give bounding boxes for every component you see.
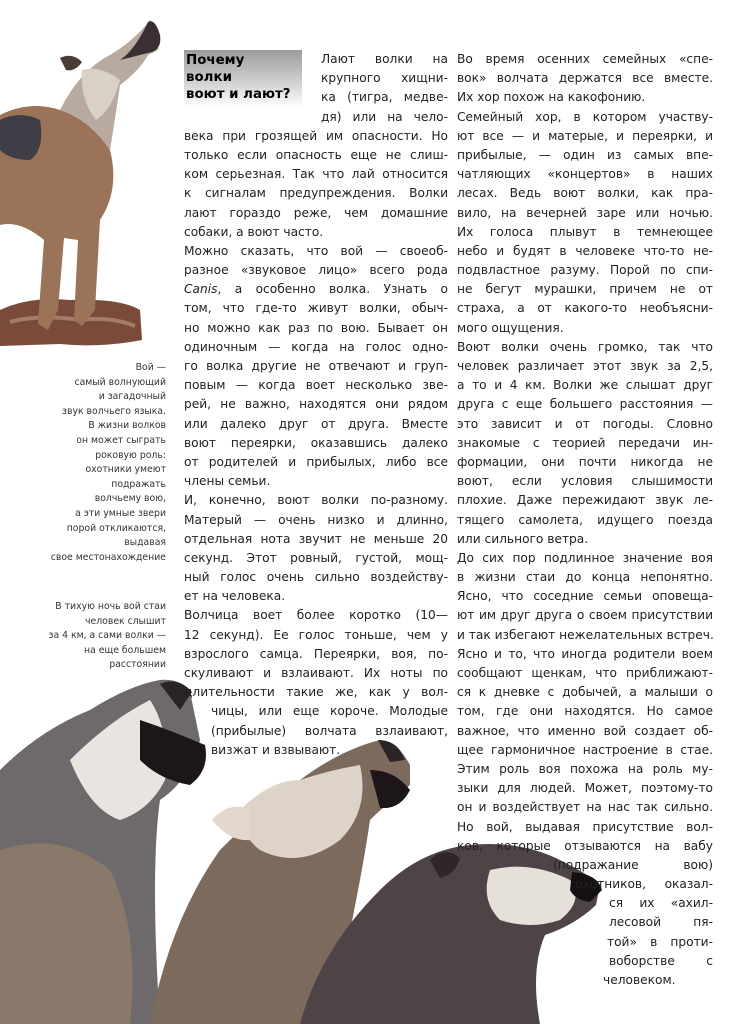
text-line: Их голоса плывут в темнеющее xyxy=(457,224,713,239)
text-line: ка (тигра, медве- xyxy=(321,90,448,105)
howling-wolf-photo xyxy=(0,10,170,350)
text-line: крупного хищни- xyxy=(321,71,448,86)
caption-line: В тихую ночь вой стаи xyxy=(55,601,166,612)
text-line: подвластное разуму. Порой по спи- xyxy=(457,263,713,278)
text-line: рей, не важно, находятся они рядом xyxy=(184,397,448,412)
text-line: Семейный хор, в котором участву- xyxy=(457,109,713,124)
text-line: к сигналам предупреждения. Волки xyxy=(184,186,448,201)
text-line: разное «звуковое лицо» всего рода xyxy=(184,263,448,278)
text-line: отдельная нота звучит не меньше 20 xyxy=(184,531,448,546)
text-line: одиночным — когда на голос одно- xyxy=(184,339,448,354)
article-column-2 xyxy=(457,50,713,990)
text-line: или сильного ветра. xyxy=(457,531,589,546)
text-line: Их хор похож на какофонию. xyxy=(457,90,646,105)
text-line: Воют волки очень громко, так что xyxy=(457,339,713,354)
text-line: длительности такие же, как у вол- xyxy=(184,685,448,700)
text-line: плохие. Даже пережидают звук ле- xyxy=(457,493,713,508)
text-line: секунд. Этот ровный, густой, мощ- xyxy=(184,550,448,565)
text-line: ков, которые отзываются на вабу xyxy=(457,838,713,853)
caption-line: звук волчьего языка. xyxy=(62,405,166,417)
text-line: ют все — и матерые, и переярки, и xyxy=(457,128,713,143)
text-line xyxy=(184,280,448,299)
text-line: Можно сказать, что вой — своеоб- xyxy=(184,243,448,258)
text-line: (подражание вою) xyxy=(553,857,713,872)
text-line: это зависит и от погоды. Словно xyxy=(457,416,713,431)
article-column-1 xyxy=(184,50,448,760)
text-line: прибылые, — один из самых впе- xyxy=(457,147,713,162)
text-line: Во время осенних семейных «спе- xyxy=(457,52,713,66)
text-line: века при грозящей им опасности. Но xyxy=(184,128,448,143)
text-line: го волка другие не отвечают и груп- xyxy=(184,359,448,373)
text-fragment: , а особенно волка. Узнать о xyxy=(217,282,448,297)
text-line: 12 секунд). Ее голос тоньше, чем у xyxy=(184,627,448,642)
text-line: он и воздействует на нас так сильно. xyxy=(457,800,713,815)
caption-line: подражать xyxy=(111,478,166,490)
text-line: небо и будят в человеке что-то не- xyxy=(457,243,713,258)
text-line: охотников, оказал- xyxy=(575,877,713,892)
text-line: важное, что именно вой создает об- xyxy=(457,723,713,738)
genus-name: Canis xyxy=(184,282,218,297)
text-line: воют переярки, оказавшись далеко xyxy=(184,435,448,450)
text-line: только если опасность еще не слиш- xyxy=(184,147,448,162)
caption-line: охотники умеют xyxy=(85,464,166,476)
text-line: (прибылые) волчата взлаивают, xyxy=(211,723,448,738)
heading-line: волки xyxy=(186,70,232,85)
text-line: лесах. Ведь воют волки, как пра- xyxy=(457,186,713,201)
text-line: визжат и взвывают. xyxy=(211,742,341,757)
text-line: формации, они почти никогда не xyxy=(457,454,713,469)
text-line: Этим роль воя похожа на роль му- xyxy=(457,761,713,776)
text-line: ся их «ахил- xyxy=(609,896,713,911)
caption-line: и загадочный xyxy=(98,391,166,403)
text-line: сообщают щенкам, что приближают- xyxy=(457,666,713,680)
heading-line: воют и лают? xyxy=(186,87,291,102)
caption-line: В жизни волков xyxy=(88,420,166,432)
text-line: от родителей и прибылых, либо все xyxy=(184,454,448,469)
text-line: дя) или на чело- xyxy=(321,109,448,124)
text-line: вило, на вечерней заре или ночью. xyxy=(457,205,713,220)
text-line: той» в проти- xyxy=(607,934,713,949)
text-line: Матерый — очень низко и длинно, xyxy=(184,512,448,527)
text-line: или далеко друг от друга. Вместе xyxy=(184,416,448,431)
text-line: лесовой пя- xyxy=(609,915,713,930)
text-line: друга с еще большего расстояния — xyxy=(457,397,713,412)
caption-line: Вой — xyxy=(135,362,166,373)
text-line: Ясно и то, что иногда родители воем xyxy=(457,646,713,661)
text-line: зыки для людей. Может, поэтому-то xyxy=(457,781,713,796)
caption-line: роковую роль: xyxy=(95,449,166,461)
caption-line: человек слышит xyxy=(85,615,166,627)
text-line: Ясно, что соседние семьи оповеща- xyxy=(457,589,713,604)
text-line: щее гармоничное настроение в стае. xyxy=(457,742,713,757)
text-line: Но вой, выдавая присутствие вол- xyxy=(457,819,713,834)
text-line: человек различает этот звук за 2,5, xyxy=(457,359,713,373)
text-line: человеком. xyxy=(603,973,676,987)
caption-line: за 4 км, а сами волки — xyxy=(48,630,166,642)
caption-line: самый волнующий xyxy=(74,376,166,388)
text-line: ком серьезная. Так что лай относится xyxy=(184,167,448,182)
text-line: повым — когда воет несколько зве- xyxy=(184,378,448,393)
caption-line: на еще большем xyxy=(84,644,166,656)
caption-line: волчьему вою, xyxy=(94,493,166,505)
caption-line: выдавая xyxy=(124,537,166,549)
text-line: мого ощущения. xyxy=(457,320,564,335)
caption-line: а эти умные звери xyxy=(75,507,166,519)
text-line: Волчица воет более коротко (10— xyxy=(184,608,448,623)
text-line: взрослого самца. Переярки, воя, по- xyxy=(184,646,448,661)
text-line: и так избегают нежелательных встреч. xyxy=(457,627,714,642)
text-line: воют, если условия слышимости xyxy=(457,474,713,489)
distance-caption xyxy=(20,600,166,673)
text-line: в жизни стаи до конца непонятно. xyxy=(457,570,713,585)
text-line: чатляющих «концертов» в наших xyxy=(457,167,713,182)
caption-line: он может сыграть xyxy=(76,434,166,446)
heading-line: Почему xyxy=(186,53,245,68)
caption-line: свое местонахождение xyxy=(50,551,166,563)
text-line: скуливают и взлаивают. Их ноты по xyxy=(184,666,448,680)
text-line: том, что где-то живут волки, обыч- xyxy=(184,301,448,316)
text-line: члены семьи. xyxy=(184,474,271,489)
howl-caption xyxy=(20,361,166,565)
text-line: страха, а от какого-то необъясни- xyxy=(457,301,713,316)
text-line: чицы, или еще короче. Молодые xyxy=(211,704,448,719)
text-line: И, конечно, воют волки по-разному. xyxy=(184,493,448,508)
text-line: знакомые с теорией передачи ин- xyxy=(457,435,713,450)
text-line: но можно как раз по вою. Бывает он xyxy=(184,320,448,335)
text-line: вок» волчата держатся все вместе. xyxy=(457,71,713,86)
text-line: воборстве с xyxy=(609,953,713,968)
text-line: ный голос очень сильно воздейству- xyxy=(184,570,448,585)
text-line: не бегут мурашки, причем не от xyxy=(457,282,713,297)
caption-line: порой откликаются, xyxy=(66,522,166,534)
text-line: До сих пор подлинное значение воя xyxy=(457,550,713,565)
text-line: лают гораздо реже, чем домашние xyxy=(184,205,448,220)
text-line: а то и 4 км. Волки же слышат друг xyxy=(457,378,713,393)
text-line: Лают волки на xyxy=(321,52,448,66)
text-line: тящего самолета, идущего поезда xyxy=(457,512,713,527)
text-line: том, где они находятся. Но самое xyxy=(457,704,713,719)
text-line: ют им друг друга о своем присутствии xyxy=(457,608,713,623)
text-line: ет на человека. xyxy=(184,589,286,604)
text-line: ся к дневке с добычей, а малыши о xyxy=(457,685,713,700)
caption-line: расстоянии xyxy=(109,659,166,671)
text-line: собаки, а воют часто. xyxy=(184,224,324,239)
